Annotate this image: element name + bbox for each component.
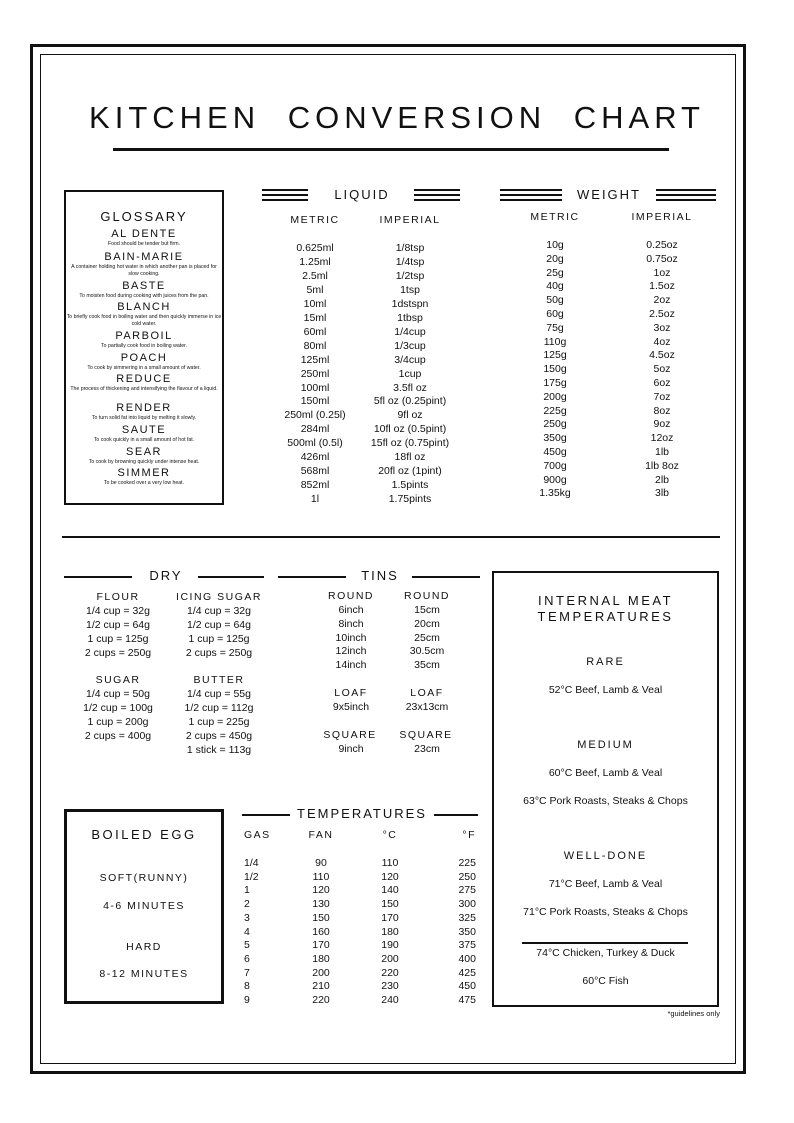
liquid-metric: 15ml: [303, 311, 327, 324]
weight-metric: 10g: [546, 239, 564, 251]
glossary-definition: The process of thickening and intensifying the flavour of a liquid.: [70, 386, 218, 392]
glossary-definition: To cook by browning quickly under intense heat.: [88, 459, 200, 465]
temps-cell: 2: [244, 898, 250, 911]
decor-line: [262, 199, 308, 201]
dry-item: 1/4 cup = 32g: [86, 605, 150, 617]
weight-metric: 175g: [543, 377, 567, 389]
weight-imperial-header: IMPERIAL: [631, 211, 693, 223]
weight-metric: 200g: [543, 390, 567, 403]
temps-cell: 200: [312, 966, 330, 979]
temps-cell: 130: [312, 898, 330, 911]
meat-rare-label: RARE: [586, 656, 625, 668]
glossary-definition: To briefly cook food in boiling water and then quickly immerse in ice cold water.: [66, 314, 222, 327]
liquid-imperial: 1cup: [398, 367, 422, 380]
liquid-metric: 1l: [310, 493, 320, 506]
weight-imperial: 12oz: [650, 432, 674, 445]
liquid-metric: 1.25ml: [299, 255, 331, 268]
temps-header: °C: [382, 829, 398, 841]
meat-item: 71°C Pork Roasts, Steaks & Chops: [523, 906, 688, 918]
meat-item: 63°C Pork Roasts, Steaks & Chops: [523, 795, 688, 807]
weight-imperial: 7oz: [653, 390, 671, 403]
temps-cell: 9: [244, 994, 250, 1006]
temps-cell: 250: [458, 870, 476, 883]
temps-cell: 375: [458, 939, 476, 952]
egg-soft-time: 4-6 MINUTES: [103, 900, 185, 912]
decor-line: [656, 194, 716, 196]
glossary-term: AL DENTE: [111, 228, 177, 240]
dry-item: 1/2 cup = 100g: [83, 702, 153, 714]
temps-cell: 150: [312, 911, 330, 924]
tin-inch: 14inch: [335, 659, 367, 672]
liquid-imperial: 1dstspn: [391, 297, 429, 310]
dry-item: 1/4 cup = 50g: [86, 688, 150, 700]
temps-cell: 230: [381, 980, 399, 993]
weight-metric: 125g: [543, 349, 567, 362]
tins-loaf-header-right: LOAF: [410, 687, 444, 699]
decor-line: [500, 194, 562, 196]
temps-cell: 1: [244, 884, 250, 897]
temps-cell: 180: [381, 925, 399, 938]
decor-line: [500, 199, 562, 201]
tin-cm: 35cm: [414, 659, 440, 672]
weight-imperial: 0.25oz: [646, 239, 678, 251]
tins-title: TINS: [361, 568, 399, 583]
liquid-metric: 426ml: [300, 451, 330, 464]
glossary-title: GLOSSARY: [100, 209, 188, 224]
temps-cell: 90: [315, 857, 327, 869]
dry-group-title: SUGAR: [95, 674, 141, 686]
temps-header: °F: [462, 829, 476, 841]
weight-metric: 60g: [546, 308, 564, 320]
dry-group-title: FLOUR: [96, 591, 140, 603]
temps-line-left: [242, 814, 290, 816]
tin-inch: 12inch: [335, 645, 367, 658]
liquid-imperial: 1.5pints: [391, 479, 429, 492]
dry-group-title: BUTTER: [193, 674, 245, 686]
meat-divider: [522, 942, 688, 944]
egg-hard-time: 8-12 MINUTES: [99, 968, 189, 980]
liquid-metric: 80ml: [303, 339, 327, 352]
temps-cell: 240: [381, 994, 399, 1006]
glossary-term: BAIN-MARIE: [104, 251, 184, 263]
meat-welldone-label: WELL-DONE: [563, 850, 648, 862]
liquid-imperial: 3/4cup: [394, 353, 426, 366]
section-divider: [62, 536, 720, 538]
liquid-imperial: 1/4cup: [394, 325, 426, 338]
dry-item: 1 cup = 125g: [87, 633, 149, 645]
temps-cell: 120: [381, 870, 399, 883]
liquid-imperial: 15fl oz (0.75pint): [370, 437, 450, 450]
liquid-imperial: 18fl oz: [394, 451, 426, 464]
tin-inch: 6inch: [338, 604, 364, 616]
liquid-metric: 568ml: [300, 465, 330, 478]
weight-imperial: 2lb: [654, 473, 669, 486]
decor-line: [500, 189, 562, 191]
weight-metric: 1.35kg: [539, 487, 571, 500]
tins-line-left: [278, 576, 346, 578]
temps-cell: 350: [458, 925, 476, 938]
glossary-definition: To turn solid fat into liquid by melting it slowly.: [91, 415, 197, 421]
dry-item: 2 cups = 250g: [185, 647, 253, 659]
tins-line-right: [412, 576, 480, 578]
tin-cm: 23cm: [414, 743, 440, 755]
weight-imperial: 6oz: [653, 377, 671, 389]
liquid-imperial-header: IMPERIAL: [379, 214, 441, 226]
weight-imperial: 9oz: [653, 418, 671, 431]
tin-cm: 25cm: [414, 631, 440, 644]
temps-cell: 120: [312, 884, 330, 897]
glossary-definition: To cook quickly in a small amount of hot fat.: [93, 437, 195, 443]
temps-header: GAS: [244, 829, 271, 841]
egg-title: BOILED EGG: [91, 827, 197, 842]
temps-cell: 300: [458, 898, 476, 911]
liquid-metric: 100ml: [300, 381, 330, 394]
dry-item: 1/4 cup = 55g: [187, 688, 251, 700]
meat-title-line2: TEMPERATURES: [537, 609, 674, 624]
meat-medium-label: MEDIUM: [577, 739, 634, 751]
glossary-definition: A container holding hot water in which another pan is placed for slow cooking.: [71, 264, 217, 277]
temps-cell: 110: [312, 870, 330, 883]
temps-cell: 220: [312, 994, 330, 1006]
dry-group-title: ICING SUGAR: [176, 591, 262, 603]
glossary-term: REDUCE: [116, 373, 172, 385]
weight-imperial: 3oz: [653, 321, 671, 334]
weight-metric: 20g: [546, 252, 564, 265]
glossary-term: RENDER: [116, 402, 172, 414]
weight-metric: 25g: [546, 266, 564, 279]
liquid-metric: 250ml: [300, 367, 330, 380]
decor-line: [414, 189, 460, 191]
guidelines-note: *guidelines only: [667, 1009, 720, 1018]
liquid-imperial: 1tsp: [400, 283, 420, 296]
dry-item: 1/2 cup = 64g: [187, 619, 251, 631]
temps-cell: 210: [312, 980, 330, 993]
egg-soft-label: SOFT(RUNNY): [99, 872, 189, 884]
weight-imperial: 0.75oz: [646, 252, 678, 265]
weight-imperial: 8oz: [653, 404, 671, 417]
temps-cell: 3: [244, 911, 250, 924]
weight-metric-header: METRIC: [530, 211, 580, 223]
temps-cell: 5: [244, 939, 250, 952]
meat-item: 74°C Chicken, Turkey & Duck: [536, 947, 675, 959]
liquid-imperial: 9fl oz: [397, 409, 423, 422]
tin-cm: 23x13cm: [405, 701, 449, 713]
weight-imperial: 1.5oz: [649, 280, 675, 293]
liquid-imperial: 1.75pints: [388, 493, 432, 506]
temps-title: TEMPERATURES: [297, 806, 427, 821]
temps-cell: 8: [244, 980, 250, 993]
egg-hard-label: HARD: [126, 941, 162, 953]
tin-cm: 30.5cm: [409, 645, 445, 658]
tins-loaf-header-left: LOAF: [334, 687, 368, 699]
weight-imperial: 4oz: [653, 335, 671, 348]
weight-metric: 110g: [543, 335, 567, 348]
tins-square-header-right: SQUARE: [399, 729, 453, 741]
liquid-imperial: 3.5fl oz: [393, 381, 427, 394]
glossary-term: BASTE: [122, 280, 166, 292]
dry-item: 1 cup = 125g: [188, 633, 250, 645]
dry-item: 1/2 cup = 64g: [86, 619, 150, 631]
weight-imperial: 2.5oz: [649, 308, 675, 320]
temps-cell: 190: [381, 939, 399, 952]
weight-imperial: 1oz: [653, 266, 671, 279]
weight-metric: 40g: [546, 280, 564, 293]
weight-metric: 450g: [543, 446, 567, 458]
temps-cell: 425: [458, 966, 476, 979]
tin-inch: 10inch: [335, 631, 367, 644]
temps-cell: 225: [458, 857, 476, 869]
temps-cell: 275: [458, 884, 476, 897]
liquid-metric: 0.625ml: [296, 242, 334, 254]
liquid-metric-header: METRIC: [290, 214, 340, 226]
liquid-imperial: 10fl oz (0.5pint): [373, 423, 447, 436]
temps-header: FAN: [308, 829, 334, 841]
glossary-definition: To be cooked over a very low heat.: [103, 480, 185, 486]
liquid-metric: 10ml: [303, 297, 327, 310]
weight-metric: 225g: [543, 404, 567, 417]
dry-item: 1/2 cup = 112g: [184, 702, 254, 714]
dry-line-left: [64, 576, 132, 578]
temps-cell: 450: [458, 980, 476, 993]
dry-item: 2 cups = 400g: [84, 730, 152, 742]
weight-metric: 150g: [543, 363, 567, 376]
temps-cell: 140: [381, 884, 399, 897]
tins-square-header-left: SQUARE: [323, 729, 377, 741]
glossary-term: PARBOIL: [115, 330, 173, 342]
liquid-metric: 852ml: [300, 479, 330, 492]
dry-title: DRY: [149, 568, 183, 583]
meat-title: [492, 593, 719, 625]
glossary-term: BLANCH: [117, 301, 171, 313]
tin-inch: 9inch: [338, 743, 364, 755]
tin-cm: 15cm: [414, 604, 440, 616]
decor-line: [656, 199, 716, 201]
weight-metric: 700g: [543, 459, 567, 472]
liquid-metric: 250ml (0.25l): [284, 409, 346, 422]
tin-inch: 9x5inch: [332, 701, 370, 713]
weight-imperial: 4.5oz: [649, 349, 675, 362]
liquid-imperial: 1tbsp: [397, 311, 423, 324]
glossary-definition: Food should be tender but firm.: [107, 241, 181, 247]
tins-round-header-left: ROUND: [328, 590, 374, 602]
liquid-metric: 5ml: [306, 283, 324, 296]
liquid-metric: 500ml (0.5l): [287, 437, 343, 450]
temps-line-right: [434, 814, 478, 816]
tin-cm: 20cm: [414, 617, 440, 630]
glossary-definition: To cook by simmering in a small amount of water.: [87, 365, 201, 371]
temps-cell: 160: [312, 925, 330, 938]
weight-title: WEIGHT: [577, 187, 641, 202]
meat-title-line1: INTERNAL MEAT: [537, 593, 674, 608]
temps-cell: 1/2: [244, 870, 259, 883]
temps-cell: 400: [458, 952, 476, 965]
title-rule: [113, 148, 669, 151]
meat-item: 60°C Beef, Lamb & Veal: [548, 767, 663, 779]
liquid-metric: 125ml: [300, 353, 330, 366]
weight-metric: 75g: [546, 321, 564, 334]
glossary-term: SAUTE: [121, 424, 167, 436]
weight-imperial: 1lb: [654, 446, 669, 458]
liquid-imperial: 1/4tsp: [395, 255, 425, 268]
liquid-imperial: 1/8tsp: [395, 242, 425, 254]
liquid-metric: 2.5ml: [302, 269, 328, 282]
meat-item: 60°C Fish: [582, 975, 629, 987]
decor-line: [414, 199, 460, 201]
dry-item: 1/4 cup = 32g: [187, 605, 251, 617]
temps-cell: 150: [381, 898, 399, 911]
decor-line: [656, 189, 716, 191]
temps-cell: 6: [244, 952, 250, 965]
weight-imperial: 2oz: [653, 294, 671, 307]
weight-metric: 350g: [543, 432, 567, 445]
temps-cell: 475: [458, 994, 476, 1006]
liquid-metric: 284ml: [300, 423, 330, 436]
tin-inch: 8inch: [338, 617, 364, 630]
temps-cell: 180: [312, 952, 330, 965]
page-title: KITCHEN CONVERSION CHART: [89, 100, 705, 135]
liquid-metric: 60ml: [303, 325, 327, 338]
temps-cell: 7: [244, 966, 250, 979]
weight-imperial: 1lb 8oz: [645, 459, 679, 472]
dry-item: 1 stick = 113g: [186, 744, 252, 756]
temps-cell: 170: [381, 911, 399, 924]
weight-imperial: 5oz: [653, 363, 671, 376]
glossary-definition: To partially cook food in boiling water.: [101, 343, 187, 349]
weight-metric: 250g: [543, 418, 567, 431]
weight-metric: 900g: [543, 473, 567, 486]
temps-cell: 110: [381, 857, 399, 869]
meat-item: 71°C Beef, Lamb & Veal: [548, 878, 663, 890]
decor-line: [414, 194, 460, 196]
glossary-term: SEAR: [126, 446, 162, 458]
weight-metric: 50g: [546, 294, 564, 307]
weight-imperial: 3lb: [654, 487, 669, 500]
temps-cell: 4: [244, 925, 250, 938]
liquid-imperial: 5fl oz (0.25pint): [373, 395, 447, 408]
decor-line: [262, 194, 308, 196]
dry-item: 1 cup = 200g: [87, 716, 149, 728]
dry-line-right: [198, 576, 264, 578]
temps-cell: 325: [458, 911, 476, 924]
liquid-metric: 150ml: [300, 395, 330, 408]
temps-cell: 200: [381, 952, 399, 965]
decor-line: [262, 189, 308, 191]
temps-cell: 1/4: [244, 857, 259, 869]
liquid-imperial: 20fl oz (1pint): [378, 465, 442, 478]
dry-item: 2 cups = 250g: [84, 647, 152, 659]
dry-item: 1 cup = 225g: [188, 716, 250, 728]
glossary-term: POACH: [120, 352, 168, 364]
tins-round-header-right: ROUND: [404, 590, 450, 602]
liquid-imperial: 1/2tsp: [395, 269, 425, 282]
liquid-title: LIQUID: [334, 187, 390, 202]
glossary-term: SIMMER: [117, 467, 171, 479]
glossary-definition: To moisten food during cooking with juices from the pan.: [79, 293, 209, 299]
meat-item: 52°C Beef, Lamb & Veal: [548, 684, 663, 696]
temps-cell: 170: [312, 939, 330, 952]
dry-item: 2 cups = 450g: [185, 730, 253, 742]
liquid-imperial: 1/3cup: [394, 339, 426, 352]
temps-cell: 220: [381, 966, 399, 979]
